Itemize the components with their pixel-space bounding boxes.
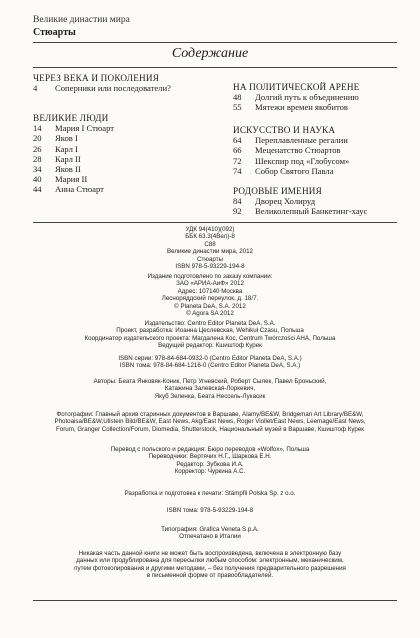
page-number: 28 (33, 153, 42, 164)
toc-entry[interactable] (33, 123, 203, 133)
notice-line: Никакая часть данной книги не может быть воспроизведена, включена в электронную базу (78, 550, 342, 557)
toc-entry[interactable] (33, 184, 203, 194)
print-prep-line: Разработка и подготовка к печати: Stämpfli Polska Sp. z o.o. (124, 490, 296, 497)
section-heading: ИСКУССТВО И НАУКА (233, 125, 336, 135)
page-number: 26 (33, 143, 42, 154)
page-number: 48 (233, 92, 242, 103)
authors-line: Якуб Зеленка, Беата Нессель-Лукасик (154, 392, 266, 400)
entry-title: Меценатство Стюартов (255, 145, 341, 156)
page-number: 4 (33, 83, 38, 94)
entry-title: Переплавленные регалии (255, 135, 348, 146)
toc-section (233, 186, 403, 217)
toc-entry[interactable] (233, 92, 403, 102)
entry-title: Шекспир под «Глобусом» (255, 155, 350, 166)
page-number: 72 (233, 155, 242, 166)
toc-entry[interactable] (233, 206, 403, 216)
author-mark: С88 (204, 240, 216, 248)
authors-line: Авторы: Беата Янковяк-Коник, Петр Угневский, Роберт Сылек, Павел Броньский, (93, 378, 327, 385)
book-subtitle: Стюарты (33, 27, 76, 38)
entry-title: Карл II (55, 153, 81, 164)
page-number: 66 (233, 145, 242, 156)
entry-title: Мария I Стюарт (55, 123, 115, 134)
section-heading: НА ПОЛИТИЧЕСКОЙ АРЕНЕ (233, 82, 360, 92)
publisher-line: Лесноряддский переулок, д. 18/7. (161, 295, 259, 303)
authors-block (0, 378, 420, 400)
photos-line: Фотографии: Главный архив старинных документов в Варшаве, Alamy/BE&W, Bridgeman Art Library/BE&W, (56, 411, 364, 418)
entry-title: Мятежи времен якобитов (255, 102, 348, 113)
series-line: Великие династии мира, 2012 (166, 248, 254, 256)
page-number: 40 (33, 174, 42, 185)
page-number: 84 (233, 196, 242, 207)
entry-title: Яков I (55, 133, 78, 144)
divider (33, 67, 397, 68)
toc-entry[interactable] (233, 145, 403, 155)
credits-block (0, 320, 420, 350)
publisher-line: ЗАО «АРИА-АиФ» 2012 (176, 280, 244, 288)
isbn-line: ISBN тома: 978-84-684-1216-0 (Centro Editor Planeta DeA, S.A.) (119, 362, 301, 370)
toc-entry[interactable] (33, 174, 203, 184)
notice-line: данных или продублирована для пересылки любым способом: электронным, механическим, (76, 557, 344, 565)
credit-line: Издательство: Centro Editor Planeta DeA, S.A. (144, 320, 276, 327)
toc-section (33, 73, 203, 93)
divider (33, 600, 397, 601)
isbn-line: ISBN 978-5-93229-194-8 (175, 263, 245, 271)
contents-title: Содержание (171, 46, 249, 61)
photos-line: Photoaisa/BE&W,Ullstein Bild/BE&W, East News, Akg/East News, Roger Viollet/East News, Leemage/East News, (54, 418, 366, 426)
translation-line: Перевод с польского и редакция: Бюро переводов «Wolfox», Польша (110, 446, 310, 453)
entry-title: Карл I (55, 143, 78, 154)
typography-line: Типография: Grafica Veneta S.p.A. (161, 526, 259, 533)
toc-entry[interactable] (233, 102, 403, 112)
toc-entry[interactable] (33, 83, 203, 93)
credit-line: Ведущий редактор: Кшиштоф Курек (158, 342, 262, 350)
translation-line: Переводчики: Вертячих Н.Г., Шаркова Е.Н. (148, 453, 272, 461)
divider (33, 42, 397, 43)
toc-entry[interactable] (33, 144, 203, 154)
entry-title: Дворец Холируд (255, 196, 316, 207)
toc-entry[interactable] (233, 135, 403, 145)
entry-title: Анна Стюарт (55, 184, 104, 195)
photos-line: Forum, Granger Collection/Forum, Diomedia, Shutterstock, Национальный музей в Варшаве, Кшиштоф Курек (56, 425, 364, 433)
entry-title: Мария II (55, 174, 88, 185)
photos-block (0, 411, 420, 433)
bbk: ББК 63.3(4Вел)-8 (185, 233, 235, 241)
publisher-line: Издание подготовлено по заказу компании: (147, 273, 273, 280)
section-heading: ВЕЛИКИЕ ЛЮДИ (33, 113, 109, 123)
toc-section (233, 125, 403, 176)
isbn-series-block (0, 355, 420, 370)
page-number: 92 (233, 206, 242, 217)
copyright-line: © Agora SA 2012 (186, 310, 234, 318)
page-number: 44 (33, 184, 42, 195)
divider (33, 222, 397, 223)
page-number: 64 (233, 135, 242, 146)
entry-title: Яков II (55, 164, 81, 175)
translation-line: Корректор: Чуркина А.С. (174, 468, 246, 476)
page-number: 34 (33, 164, 42, 175)
copyright-line: © Planeta DeA, S.A. 2012 (174, 302, 246, 310)
credit-line: Координатор издательского проекта: Магдалена Кос, Centrum Twórczości AHA, Польша (84, 334, 336, 342)
copyright-notice (0, 550, 420, 580)
page-number: 20 (33, 133, 42, 144)
toc-entry[interactable] (33, 154, 203, 164)
page-number: 74 (233, 165, 242, 176)
publisher-line: Адрес: 107140 Москва (177, 287, 243, 295)
typography-block (0, 526, 420, 541)
toc-entry[interactable] (233, 196, 403, 206)
toc-section (233, 82, 403, 113)
toc-entry[interactable] (33, 164, 203, 174)
section-heading: РОДОВЫЕ ИМЕНИЯ (233, 186, 322, 196)
authors-line: Катажина Залевская-Лоркевич, (164, 385, 256, 393)
publisher-block (0, 273, 420, 317)
notice-line: в письменной форме от правообладателей. (146, 572, 274, 580)
udk: УДК 94(410)(092) (185, 226, 235, 233)
isbn-volume-line: ISBN тома: 978-5-93229-194-8 (166, 507, 254, 514)
notice-line: путем фотокопирования и другими методами, – без получения предварительного разрешения (74, 564, 346, 572)
toc-entry[interactable] (33, 133, 203, 143)
page-number: 14 (33, 123, 42, 134)
entry-title: Собор Святого Павла (255, 165, 334, 176)
entry-title: Соперники или последователи? (55, 83, 171, 94)
page-number: 55 (233, 102, 242, 113)
toc-entry[interactable] (233, 166, 403, 176)
entry-title: Великолепный Банкетинг-хаус (255, 206, 368, 217)
toc-entry[interactable] (233, 156, 403, 166)
isbn-line: ISBN серии: 978-84-684-0932-0 (Centro Editor Planeta DeA, S.A.) (118, 355, 302, 362)
series-title: Великие династии мира (33, 15, 130, 25)
translation-block (0, 446, 420, 476)
section-heading: ЧЕРЕЗ ВЕКА И ПОКОЛЕНИЯ (33, 73, 160, 83)
translation-line: Редактор: Зубкова И.А. (176, 460, 244, 468)
catalog-block (0, 226, 420, 270)
toc-section (33, 113, 203, 195)
typography-line: Отпечатано в Италии (179, 533, 241, 541)
volume-line: Стюарты (197, 255, 223, 263)
entry-title: Долгий путь к объединению (255, 92, 359, 103)
credit-line: Проект, разработка: Иоанна Цеслевская, Wehikuł Czasu, Польша (116, 327, 304, 335)
